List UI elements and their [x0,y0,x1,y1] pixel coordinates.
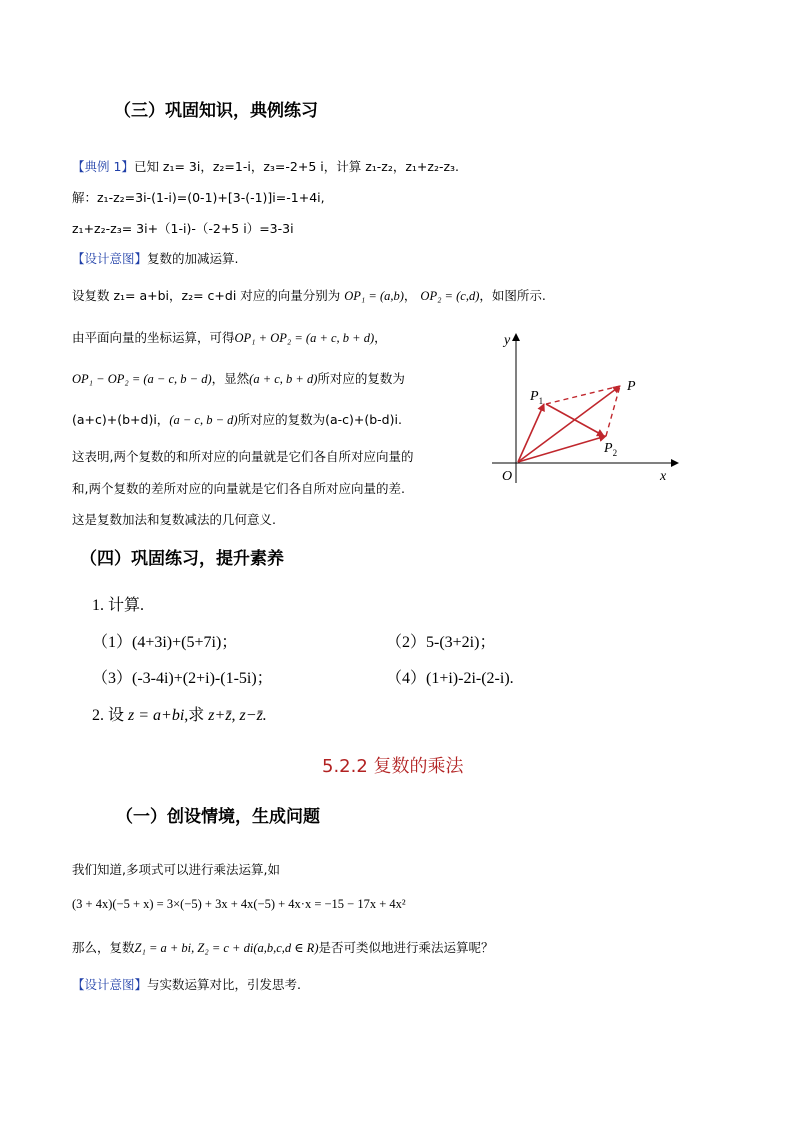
vector-diff-arrow [546,404,604,436]
complex-correspond-post: 所对应的复数为(a-c)+(b-d)i. [237,412,402,427]
example-text: 已知 z₁= 3i，z₂=1-i，z₃=-2+5 i，计算 z₁-z₂，z₁+z₂-z₃. [133,159,460,174]
question-math: Z₁ = a + bi, Z₂ = c + di(a,b,c,d ∈ R) [134,941,319,955]
vector-op1: OP₁ = (a,b) [344,289,404,303]
section-heading-1: （一）创设情境，生成问题 [116,807,320,827]
exercise-2 [92,702,267,725]
vector-figure [488,328,688,488]
vector-op2: OP₂ = (c,d) [420,289,480,303]
example-1-line [72,157,459,175]
solution-line-1: 解：z₁-z₂=3i-(1-i)=(0-1)+[3-(-1)]i=-1+4i, [72,190,325,205]
label-p2: $P_2$ [604,441,618,458]
question-pre: 那么，复数 [72,940,135,955]
design-intent-line-2 [72,975,301,993]
section-heading-4: （四）巩固练习，提升素养 [80,549,284,569]
vector-sum-math: OP₁ + OP₂ = (a + c, b + d) [234,331,375,345]
conclusion-line-3: 这是复数加法和复数减法的几何意义. [72,512,276,527]
vector-sum-line [72,328,387,346]
exercise-1-3: （3）(-3-4i)+(2+i)-(1-5i)； [92,670,273,687]
exercise-1-2: （2）5-(3+2i)； [386,634,496,651]
vector-diff-line [72,369,405,387]
label-p: P [627,379,636,394]
conclusion-line-1: 这表明,两个复数的和所对应的向量就是它们各自所对应向量的 [72,449,414,464]
exercise-2-math2: z+z̄, z−z̄. [208,707,267,724]
exercise-1-title: 1. 计算. [92,597,145,614]
design-intent-tag-2: 【设计意图】 [72,977,148,992]
vector-diff-math: OP₁ − OP₂ = (a − c, b − d) [72,372,212,386]
dashed-edge-p2-p [606,386,620,436]
complex-correspond-line [72,410,402,428]
design-intent-text-2: 与实数运算对比，引发思考. [147,977,301,992]
solution-line-2: z₁+z₂-z₃= 3i+（1-i)-（-2+5 i）=3-3i [72,221,294,236]
polynomial-example: (3 + 4x)(−5 + x) = 3×(−5) + 3x + 4x(−5) + 4x·x = −15 − 17x + 4x² [72,897,406,911]
vector-diff-mid: ，显然 [211,371,250,386]
vector-diff-math2: (a + c, b + d) [249,372,318,386]
design-intent-text: 复数的加减运算. [147,251,239,266]
vector-sum-pre: 由平面向量的坐标运算，可得 [72,330,235,345]
vector-definition-line [72,286,546,304]
exercise-2-math: z = a+bi [128,707,185,724]
design-intent-line [72,249,239,267]
vector-sep: ， [403,288,417,303]
design-intent-tag: 【设计意图】 [72,251,148,266]
section-heading-3: （三）巩固知识，典例练习 [114,101,318,121]
exercise-2-mid: ,求 [184,707,209,724]
label-o: O [502,469,513,484]
exercise-1-4: （4）(1+i)-2i-(2-i). [386,670,514,687]
conclusion-line-2: 和,两个复数的差所对应的向量就是它们各自所对应向量的差. [72,481,405,496]
exercise-2-pre: 2. 设 [92,707,129,724]
complex-correspond-math: (a − c, b − d) [169,413,238,427]
label-y: y [504,333,511,348]
question-line [72,938,494,956]
label-p1: $P_1$ [530,389,544,406]
vector-diff-post: 所对应的复数为 [317,371,405,386]
vector-sum-post: ， [374,330,387,345]
vector-def-post: ，如图所示. [479,288,546,303]
complex-correspond-pre: (a+c)+(b+d)i， [72,412,170,427]
vector-op2-arrow [518,436,606,462]
example-tag: 【典例 1】 [72,159,134,174]
question-post: 是否可类似地进行乘法运算呢？ [318,940,494,955]
label-x: x [660,469,667,484]
exercise-1-1: （1）(4+3i)+(5+7i)； [92,634,238,651]
polynomial-intro: 我们知道,多项式可以进行乘法运算,如 [72,862,280,877]
vector-def-pre: 设复数 z₁= a+bi，z₂= c+di 对应的向量分别为 [72,288,341,303]
subsection-title-522: 5.2.2 复数的乘法 [322,756,464,777]
